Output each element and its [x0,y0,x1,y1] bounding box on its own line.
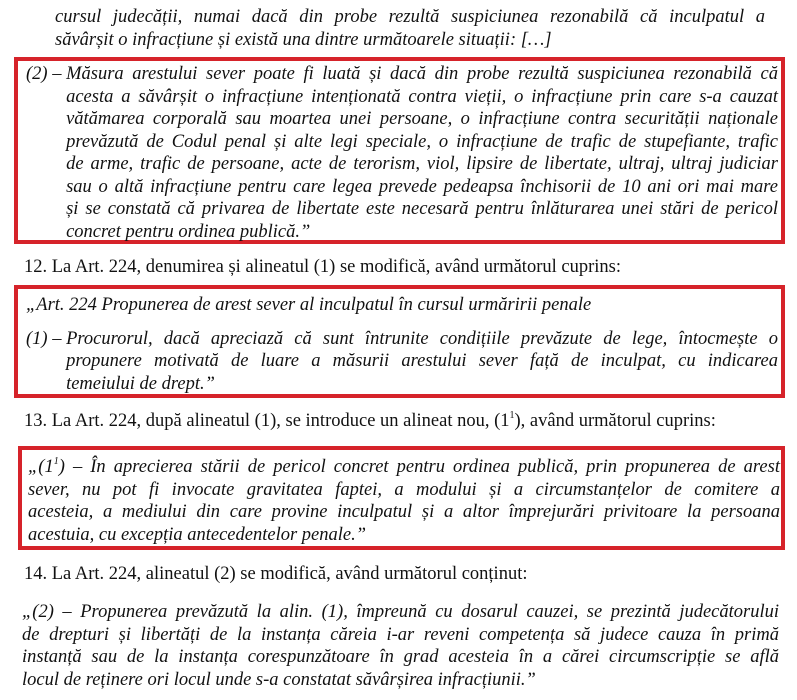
box3-line: acestuia, cu excepția antecedentelor penale.” [28,524,367,545]
box2-line: Procurorul, dacă apreciază că sunt întrunite condițiile prevăzute de lege, întocmește o [66,328,778,349]
para14-line: de drepturi și libertăți de la instanța căreia i-ar reveni competența să judece cauza în primă [22,624,779,645]
alineat-label: (1) – [26,328,67,349]
para14-line: „(2) – Propunerea prevăzută la alin. (1), împreună cu dosarul cauzei, se prezintă judecătorului [22,602,779,622]
para14-line: locul de reținere ori locul unde s-a constatat săvârșirea infracțiunii.” [22,669,536,690]
highlight-box-art-224 [14,285,785,398]
box1-line: acesta a săvârșit o infracțiune intenționată contra vieții, o infracțiune prin care s-a cauzat [66,86,778,107]
highlight-box-alin-2 [14,57,785,244]
box2-line: temeiului de drept.” [66,373,215,394]
box1-line: vătămarea corporală sau moartea unei persoane, o infracțiune contra securității naționale [66,109,778,129]
box1-line: și se constată că privarea de libertate este necesară pentru înlăturarea unei stări de pericol [66,199,778,219]
box3-line [28,456,780,479]
intro-line: cursul judecății, numai dacă din probe rezultă suspiciunea rezonabilă că inculpatul a [55,7,765,27]
box3-prefix: „(1 [28,457,54,477]
box1-line: prevăzută de Codul penal și alte legi speciale, o infracțiune de trafic de stupefiante, trafic [66,131,778,152]
article-title: „Art. 224 Propunerea de arest sever al inculpatul în cursul urmăririi penale [26,295,592,315]
box1-line: sau o altă infracțiune pentru care legea prevede pedeapsa închisorii de 10 ani ori mai mare [66,176,778,197]
item13-text: ), având următorul cuprins: [514,411,716,431]
box3-first-line: ) – În aprecierea stării de pericol concret pentru ordinea publică, prin propunerea de arest [58,457,780,477]
box3-line: sever, nu pot fi invocate gravitatea faptei, a modului și a circumstanțelor de comitere a [28,479,780,500]
box3-line: acesteia, a mediului din care provine inculpatul și a altor împrejurări privitoare la persoana [28,502,780,522]
alineat-label: (2) – [26,64,67,84]
box1-line: de arme, trafic de persoane, acte de terorism, viol, lipsire de libertate, ultraj, ultraj judiciar [66,154,778,174]
intro-paragraph [55,6,765,51]
superscript: 1 [509,410,515,421]
alin-2-paragraph [22,601,779,691]
box1-line: Măsura arestului sever poate fi luată și dacă din probe rezultă suspiciunea rezonabilă că [66,64,778,84]
box1-line: concret pentru ordinea publică.” [66,221,311,242]
highlight-box-alin-1-1 [18,446,785,550]
amendment-item-14: 14. La Art. 224, alineatul (2) se modifică, având următorul conținut: [24,564,528,584]
para14-line: instanță sau de la instanța corespunzătoare în grad acesteia în a cărei circumscripție se află [22,647,779,667]
superscript: 1 [53,456,59,467]
item13-text: 13. La Art. 224, după alineatul (1), se introduce un alineat nou, (1 [24,411,510,431]
amendment-item-12: 12. La Art. 224, denumirea și alineatul (1) se modifică, având următorul cuprins: [24,257,621,277]
box2-line: propunere motivată de luare a măsurii arestului sever față de inculpat, cu indicarea [66,351,778,371]
intro-line: săvârșit o infracțiune și există una dintre următoarele situații: […] [55,29,552,50]
amendment-item-13 [24,410,716,432]
